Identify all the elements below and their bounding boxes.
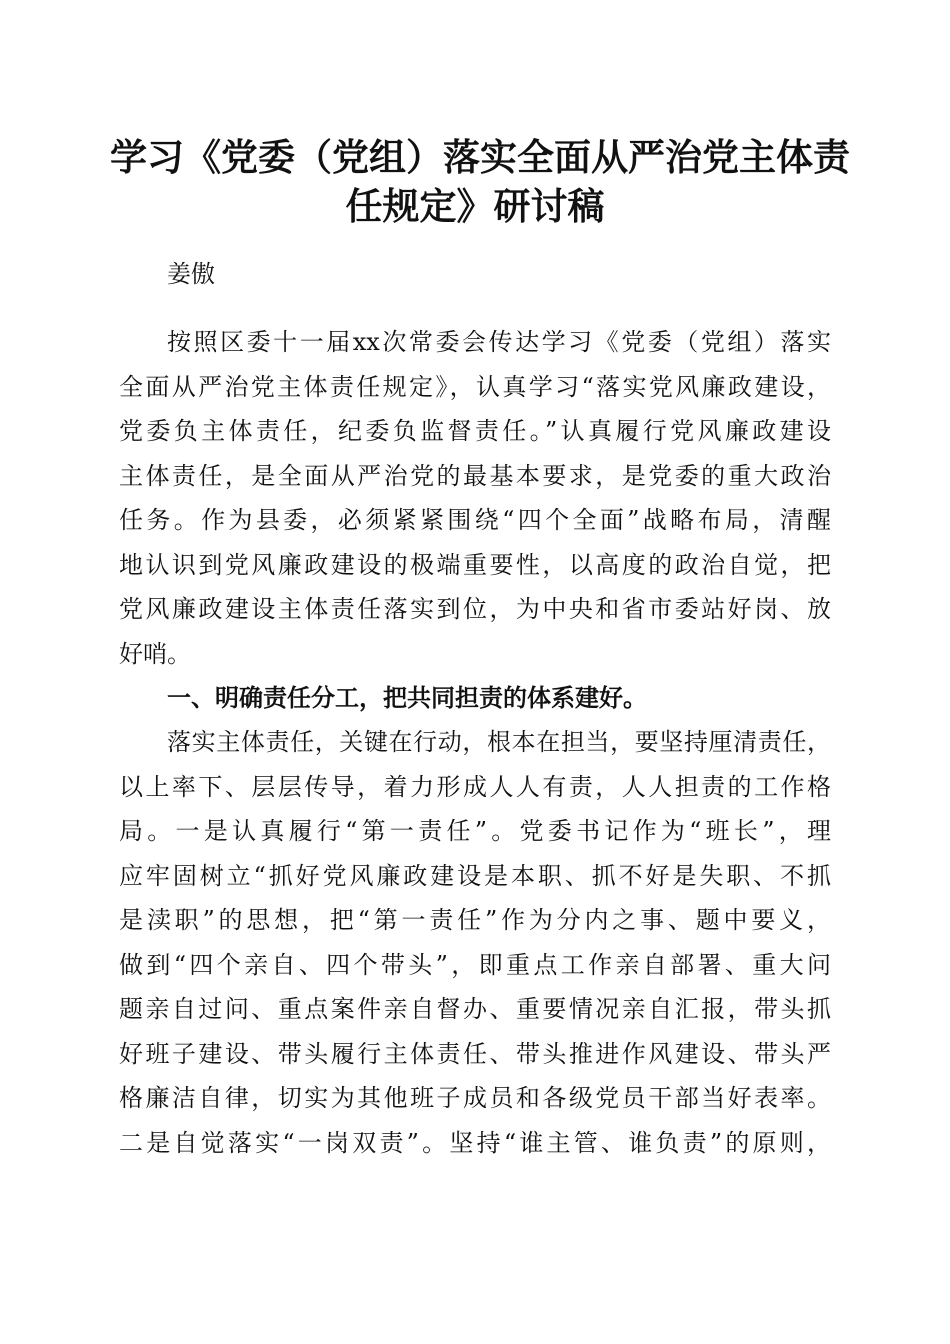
paragraph-line: 好班子建设、带头履行主体责任、带头推进作风建设、带头严 [119, 1039, 831, 1068]
paragraph-line: 党风廉政建设主体责任落实到位，为中央和省市委站好岗、放 [119, 595, 831, 623]
paragraph-line: 党委负主体责任，纪委负监督责任。”认真履行党风廉政建设 [119, 417, 831, 445]
paragraph-line: 落实主体责任，关键在行动，根本在担当，要坚持厘清责任， [167, 728, 831, 756]
title-line-1: 学习《党委（党组）落实全面从严治党主体责 [110, 135, 850, 179]
paragraph-line: 局。一是认真履行“第一责任”。党委书记作为“班长”，理 [119, 817, 831, 845]
paragraph-line: 应牢固树立“抓好党风廉政建设是本职、抓不好是失职、不抓 [119, 861, 831, 890]
paragraph-line: 二是自觉落实“一岗双责”。坚持“谁主管、谁负责”的原则， [119, 1128, 831, 1157]
paragraph-line: 做到“四个亲自、四个带头”，即重点工作亲自部署、重大问 [119, 950, 831, 979]
paragraph-line: 以上率下、层层传导，着力形成人人有责，人人担责的工作格 [119, 772, 831, 801]
paragraph-line: 是渎职”的思想，把“第一责任”作为分内之事、题中要义， [119, 906, 831, 934]
paragraph-intro [119, 320, 831, 676]
document-title [110, 133, 850, 231]
paragraph-section-1 [119, 720, 831, 1165]
paragraph-line: 全面从严治党主体责任规定》，认真学习“落实党风廉政建设， [119, 372, 831, 401]
paragraph-line: 题亲自过问、重点案件亲自督办、重要情况亲自汇报，带头抓 [119, 995, 831, 1023]
paragraph-line: 任务。作为县委，必须紧紧围绕“四个全面”战略布局，清醒 [119, 506, 831, 534]
paragraph-line: 格廉洁自律，切实为其他班子成员和各级党员干部当好表率。 [119, 1084, 831, 1112]
paragraph-line: 好哨。 [119, 639, 191, 668]
author-name: 姜傲 [167, 260, 215, 288]
section-heading-1: 一、明确责任分工，把共同担责的体系建好。 [167, 684, 647, 712]
title-line-2: 任规定》研讨稿 [345, 184, 605, 228]
paragraph-line: 地认识到党风廉政建设的极端重要性，以高度的政治自觉，把 [119, 550, 831, 579]
paragraph-line: 按照区委十一届xx次常委会传达学习《党委（党组）落实 [167, 328, 831, 356]
paragraph-line: 主体责任，是全面从严治党的最基本要求，是党委的重大政治 [119, 461, 831, 490]
